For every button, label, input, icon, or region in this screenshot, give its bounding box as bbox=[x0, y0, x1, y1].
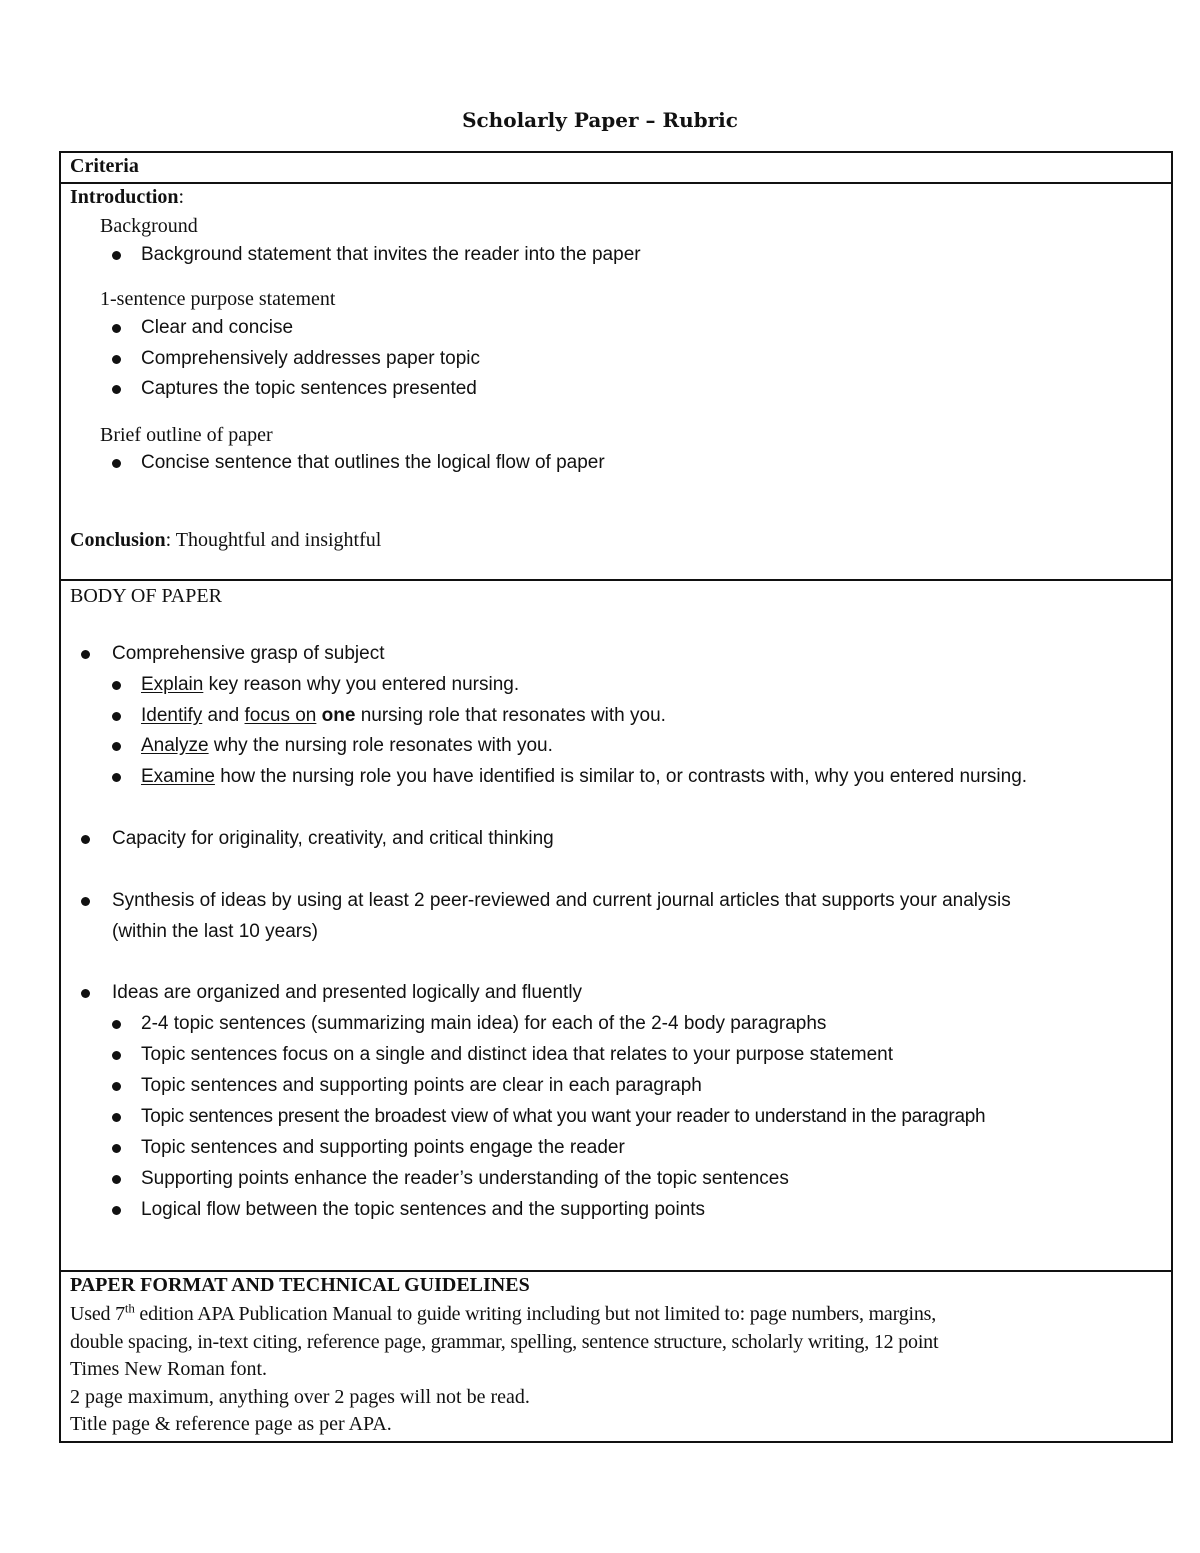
list-item: Examine how the nursing role you have identified is similar to, or contrasts with, why you entered nursing. bbox=[141, 766, 1028, 787]
format-line: Times New Roman font. bbox=[70, 1358, 268, 1380]
list-item: Ideas are organized and presented logically and fluently bbox=[112, 982, 583, 1003]
list-item: Capacity for originality, creativity, and critical thinking bbox=[112, 828, 554, 849]
format-line: double spacing, in-text citing, reference page, grammar, spelling, sentence structure, scholarly writing, 12 point bbox=[70, 1331, 939, 1353]
bullet-icon bbox=[112, 1175, 121, 1184]
list-item: Comprehensively addresses paper topic bbox=[141, 348, 481, 369]
list-item: Captures the topic sentences presented bbox=[141, 378, 477, 399]
list-item-continuation: (within the last 10 years) bbox=[112, 921, 318, 942]
list-item: Logical flow between the topic sentences and the supporting points bbox=[141, 1199, 706, 1220]
format-line: Title page & reference page as per APA. bbox=[70, 1413, 392, 1435]
bullet-icon bbox=[112, 459, 121, 468]
format-row bbox=[61, 1270, 1171, 1441]
format-line: Used 7th edition APA Publication Manual to guide writing including but not limited to: page numbers, margins, bbox=[70, 1300, 937, 1325]
criteria-header: Criteria bbox=[70, 155, 139, 177]
purpose-heading: 1-sentence purpose statement bbox=[100, 288, 336, 310]
bullet-icon bbox=[112, 385, 121, 394]
background-heading: Background bbox=[100, 215, 198, 237]
list-item: Identify and focus on one nursing role that resonates with you. bbox=[141, 705, 666, 726]
list-item: Supporting points enhance the reader’s understanding of the topic sentences bbox=[141, 1168, 789, 1189]
list-item: Clear and concise bbox=[141, 317, 294, 338]
list-item: Topic sentences and supporting points are clear in each paragraph bbox=[141, 1075, 702, 1096]
bullet-icon bbox=[81, 835, 90, 844]
list-item: 2-4 topic sentences (summarizing main idea) for each of the 2-4 body paragraphs bbox=[141, 1013, 827, 1034]
list-item: Topic sentences focus on a single and distinct idea that relates to your purpose statement bbox=[141, 1044, 894, 1065]
bullet-icon bbox=[81, 650, 90, 659]
bullet-icon bbox=[81, 989, 90, 998]
bullet-icon bbox=[112, 1113, 121, 1122]
format-line: 2 page maximum, anything over 2 pages will not be read. bbox=[70, 1386, 530, 1408]
page-title: Scholarly Paper – Rubric bbox=[462, 108, 738, 132]
list-item: Synthesis of ideas by using at least 2 peer-reviewed and current journal articles that supports your analysis bbox=[112, 890, 1011, 911]
bullet-icon bbox=[112, 1144, 121, 1153]
bullet-icon bbox=[112, 324, 121, 333]
list-item: Background statement that invites the reader into the paper bbox=[141, 244, 641, 265]
bullet-icon bbox=[112, 1051, 121, 1060]
format-heading: PAPER FORMAT AND TECHNICAL GUIDELINES bbox=[70, 1274, 530, 1296]
body-heading: BODY OF PAPER bbox=[70, 585, 222, 607]
list-item: Explain key reason why you entered nursing. bbox=[141, 674, 520, 695]
bullet-icon bbox=[112, 1082, 121, 1091]
bullet-icon bbox=[112, 1206, 121, 1215]
list-item: Concise sentence that outlines the logical flow of paper bbox=[141, 452, 605, 473]
body-row bbox=[61, 579, 1171, 1270]
list-item: Comprehensive grasp of subject bbox=[112, 643, 385, 664]
bullet-icon bbox=[112, 773, 121, 782]
list-item: Topic sentences present the broadest view of what you want your reader to understand in the paragraph bbox=[141, 1106, 986, 1127]
bullet-icon bbox=[112, 742, 121, 751]
bullet-icon bbox=[112, 251, 121, 260]
table-header-row bbox=[61, 153, 1171, 182]
list-item: Topic sentences and supporting points engage the reader bbox=[141, 1137, 625, 1158]
list-item: Analyze why the nursing role resonates with you. bbox=[141, 735, 553, 756]
bullet-icon bbox=[112, 355, 121, 364]
bullet-icon bbox=[112, 712, 121, 721]
introduction-row bbox=[61, 182, 1171, 579]
outline-heading: Brief outline of paper bbox=[100, 424, 273, 446]
bullet-icon bbox=[112, 681, 121, 690]
bullet-icon bbox=[81, 897, 90, 906]
introduction-label: Introduction: bbox=[70, 186, 185, 208]
bullet-icon bbox=[112, 1020, 121, 1029]
rubric-table bbox=[59, 151, 1173, 1443]
conclusion-line: Conclusion: Thoughtful and insightful bbox=[70, 529, 382, 551]
